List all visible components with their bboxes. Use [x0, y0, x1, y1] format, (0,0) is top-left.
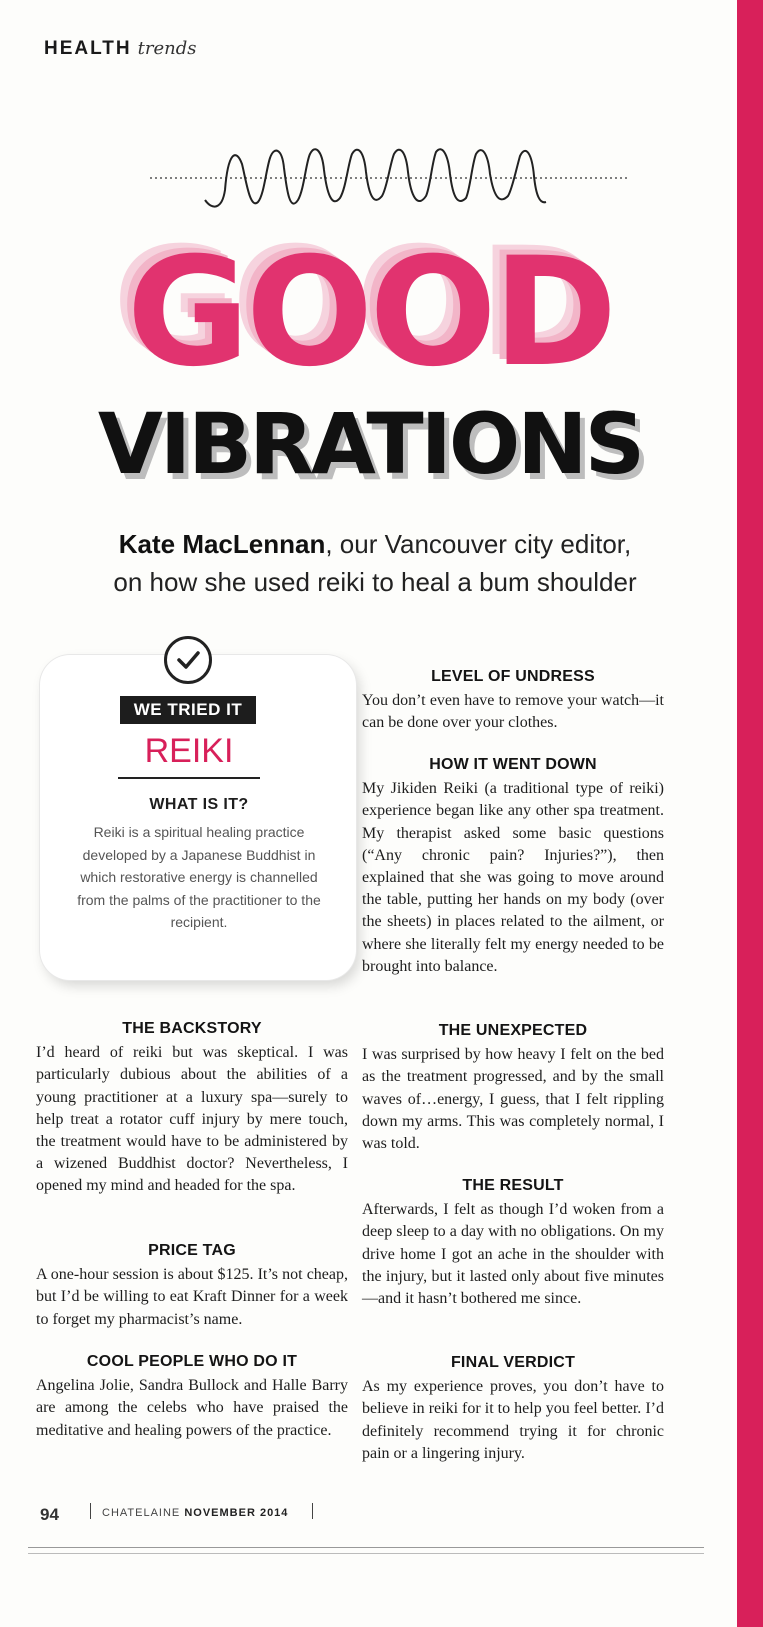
we-tried-it-label: WE TRIED IT	[120, 696, 256, 724]
section-body: As my experience proves, you don’t have to believe in reiki for it to help you feel better. I’d definitely recommend trying it for chronic pain or a lingering injury.	[362, 1378, 664, 1462]
section-body: I was surprised by how heavy I felt on the bed as the treatment progressed, and by the small waves of…energy, I guess, that I felt rippling down my arms. This was completely normal, I was told.	[362, 1046, 664, 1153]
deck-line2: on how she used reiki to heal a bum shoulder	[113, 567, 637, 597]
section-body: My Jikiden Reiki (a traditional type of reiki) experience began like any other spa treatment. My therapist asked some basic questions (“Any chronic pain? Injuries?”), then explained that she was going to move around the table, putting her hands on my body (over the sheets) in places related to the ailment, or where she literally felt my energy needed to be brought into balance.	[362, 780, 664, 975]
right-section-how-it-went-down	[362, 754, 664, 978]
section-heading: THE UNEXPECTED	[438, 1022, 588, 1039]
bottom-rule	[28, 1553, 704, 1554]
right-section-result	[362, 1175, 664, 1310]
section-name: HEALTH	[44, 38, 132, 59]
section-heading: FINAL VERDICT	[450, 1354, 576, 1371]
wave-icon	[150, 140, 630, 220]
footer-rule	[28, 1547, 704, 1548]
sidebar-heading: WHAT IS IT?	[149, 796, 249, 813]
page-number: 94	[40, 1505, 59, 1524]
section-heading: THE RESULT	[462, 1177, 564, 1194]
left-section-cool-people	[36, 1351, 348, 1442]
deck-line1: , our Vancouver city editor,	[325, 529, 632, 559]
check-icon	[167, 639, 209, 681]
author-name: Kate MacLennan	[118, 529, 326, 559]
checkmark-circle-icon	[164, 636, 212, 684]
issue-date: NOVEMBER 2014	[184, 1507, 289, 1519]
section-body: You don’t even have to remove your watch—it can be done over your clothes.	[362, 692, 664, 732]
section-body: Angelina Jolie, Sandra Bullock and Halle Barry are among the celebs who have praised the meditative and healing powers of the practice.	[36, 1377, 348, 1439]
headline-good: GOOD	[126, 226, 614, 400]
publication-line	[102, 1507, 288, 1519]
left-section-backstory	[36, 1018, 348, 1198]
right-section-unexpected	[362, 1020, 664, 1155]
section-heading: THE BACKSTORY	[122, 1020, 262, 1037]
footer-divider	[312, 1503, 313, 1519]
section-script: trends	[137, 38, 197, 59]
section-heading: PRICE TAG	[148, 1242, 236, 1259]
section-heading: COOL PEOPLE WHO DO IT	[86, 1353, 298, 1370]
publication-name: CHATELAINE	[102, 1507, 181, 1519]
headline-vibrations: VIBRATIONS	[97, 395, 643, 493]
left-section-price-tag	[36, 1240, 348, 1331]
sidebar-divider	[118, 777, 260, 779]
section-tag	[44, 38, 196, 60]
section-heading: HOW IT WENT DOWN	[429, 756, 597, 773]
footer-divider	[90, 1503, 91, 1519]
deck-subtitle	[30, 525, 720, 601]
sidebar-body: Reiki is a spiritual healing practice developed by a Japanese Buddhist in which restorative energy is channelled from the palms of the practitioner to the recipient.	[77, 824, 321, 930]
section-heading: LEVEL OF UNDRESS	[431, 668, 595, 685]
section-body: A one-hour session is about $125. It’s not cheap, but I’d be willing to eat Kraft Dinner for a week to forget my pharmacist’s name.	[36, 1266, 348, 1328]
page-edge-stripe	[737, 0, 763, 1627]
right-section-level-of-undress	[362, 666, 664, 735]
sidebar-title: REIKI	[144, 732, 234, 770]
section-body: Afterwards, I felt as though I’d woken from a deep sleep to a day with no obligations. On my drive home I got an ache in the shoulder with the injury, but it lasted only about five minutes—and it hasn’t bothered me since.	[362, 1201, 664, 1308]
right-section-final-verdict	[362, 1352, 664, 1465]
section-body: I’d heard of reiki but was skeptical. I was particularly dubious about the abilities of a young practitioner at a luxury spa—surely to help treat a rotator cuff injury by mere touch, the treatment would have to be administered by a wizened Buddhist doctor? Nevertheless, I opened my mind and headed for the spa.	[36, 1044, 348, 1195]
